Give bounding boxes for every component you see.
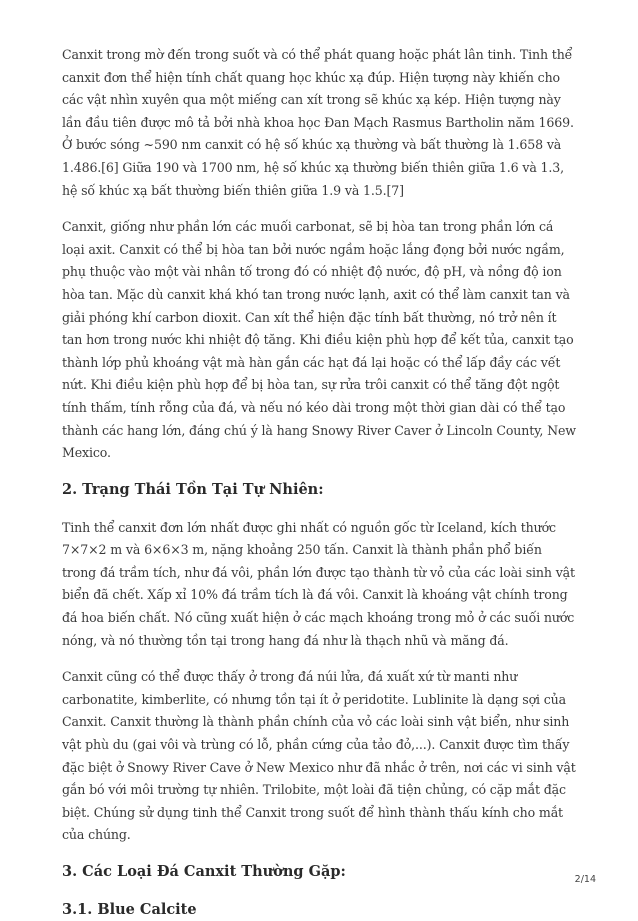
subsection-heading-blue-calcite: 3.1. Blue Calcite (62, 901, 197, 918)
section-heading-calcite-types: 3. Các Loại Đá Canxit Thường Gặp: (62, 863, 346, 880)
paragraph-optical-properties: Canxit trong mờ đến trong suốt và có thể phát quang hoặc phát lân tinh. Tinh thể canxit đơn thể hiện tính chất quang học khúc xạ đúp. Hiện tượng này khiến cho các vật nhìn xuyên qua một miếng can xít trong sẽ khúc xạ kép. Hiện tượng này lần đầu tiên được mô tả bởi nhà khoa học Đan Mạch Rasmus Bartholin năm 1669. Ở bước sóng ~590 nm canxit có hệ số khúc xạ thường và bất thường là 1.658 và 1.486.[6] Giữa 190 và 1700 nm, hệ số khúc xạ thường biến thiên giữa 1.6 và 1.3, hệ số khúc xạ bất thường biến thiên giữa 1.9 và 1.5.[7] (62, 47, 574, 198)
paragraph-occurrence-1: Tinh thể canxit đơn lớn nhất được ghi nhất có nguồn gốc từ Iceland, kích thước 7×7×2 m và 6×6×3 m, nặng khoảng 250 tấn. Canxit là thành phần phổ biến trong đá trầm tích, như đá vôi, phần lớn được tạo thành từ vỏ của các loài sinh vật biển đã chết. Xấp xỉ 10% đá trầm tích là đá vôi. Canxit là khoáng vật chính trong đá hoa biến chất. Nó cũng xuất hiện ở các mạch khoáng trong mỏ ở các suối nước nóng, và nó thường tồn tại trong hang đá như là thạch nhũ và măng đá. (62, 519, 575, 648)
paragraph-solubility: Canxit, giống như phần lớn các muối carbonat, sẽ bị hòa tan trong phần lớn cá loại axit. Canxit có thể bị hòa tan bởi nước ngầm hoặc lắng đọng bởi nước ngầm, phụ thuộc vào một vài nhân tố trong đó có nhiệt độ nước, độ pH, và nồng độ ion hòa tan. Mặc dù canxit khá khó tan trong nước lạnh, axit có thể làm canxit tan và giải phóng khí carbon dioxit. Can xít thể hiện đặc tính bất thường, nó trở nên ít tan hơn trong nước khi nhiệt độ tăng. Khi điều kiện phù hợp để kết tủa, canxit tạo thành lớp phủ khoáng vật mà hàn gắn các hạt đá lại hoặc có thể lấp đầy các vết nứt. Khi điều kiện phù hợp để bị hòa tan, sự rửa trôi canxit có thể tăng đột ngột tính thấm, tính rỗng của đá, và nếu nó kéo dài trong một thời gian dài có thể tạo thành các hang lớn, đáng chú ý là hang Snowy River Caver ở Lincoln County, New Mexico. (62, 219, 576, 461)
paragraph-occurrence-2: Canxit cũng có thể được thấy ở trong đá núi lửa, đá xuất xứ từ manti như carbonatite, kimberlite, có nhưng tồn tại ít ở peridotite. Lublinite là dạng sợi của Canxit. Canxit thường là thành phần chính của vỏ các loài sinh vật biển, như sinh vật phù du (gai vôi và trùng có lỗ, phần cứng của tảo đỏ,...). Canxit được tìm thấy đặc biệt ở Snowy River Cave ở New Mexico như đã nhắc ở trên, nơi các vi sinh vật gắn bó với môi trường tự nhiên. Trilobite, một loài đã tiện chủng, có cặp mắt đặc biệt. Chúng sử dụng tinh thể Canxit trong suốt để hình thành thấu kính cho mắt của chúng. (62, 669, 576, 843)
document-page (62, 44, 577, 921)
page-number: 2/14 (574, 874, 596, 885)
section-heading-natural-occurrence: 2. Trạng Thái Tồn Tại Tự Nhiên: (62, 480, 324, 498)
